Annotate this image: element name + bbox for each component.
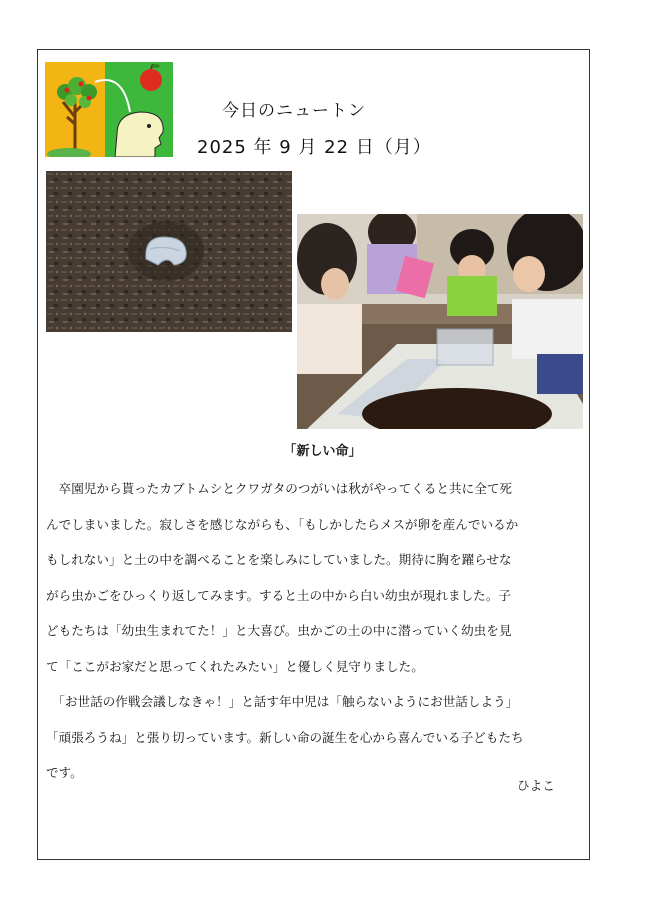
article-line: 「頑張ろうね」と張り切っています。新しい命の誕生を心から喜んでいる子どもたち: [46, 729, 524, 745]
article-line: がら虫かごをひっくり返してみます。すると土の中から白い幼虫が現れました。子: [46, 587, 511, 603]
article-line: です。: [46, 765, 83, 780]
author-signature: ひよこ: [517, 778, 555, 793]
article-line: んでしまいました。寂しさを感じながらも、「もしかしたらメスが卵を産んでいるか: [46, 516, 519, 532]
article-line: て「ここがお家だと思ってくれたみたい」と優しく見守りました。: [46, 658, 424, 674]
article-line: もしれない」と土の中を調べることを楽しみにしていました。期待に胸を躍らせな: [46, 552, 512, 567]
article-body: [46, 471, 586, 791]
article-subtitle: 「新しい命」: [283, 444, 362, 459]
larva-in-soil-photo-icon: [46, 171, 292, 332]
article-line: どもたちは「幼虫生まれてた！」と大喜び。虫かごの土の中に潜っていく幼虫を見: [46, 623, 512, 638]
page-title: 今日のニュートン: [222, 101, 366, 121]
newton-logo-icon: [45, 62, 173, 157]
article-line: 卒園児から貰ったカブトムシとクワガタのつがいは秋がやってくると共に全て死: [46, 481, 512, 496]
page-date: 2025 年 9 月 22 日（月）: [197, 137, 432, 158]
children-with-soil-photo-icon: [297, 214, 583, 429]
article-line: 「お世話の作戦会議しなきゃ！」と話す年中児は「触らないようにお世話しよう」: [46, 694, 519, 709]
